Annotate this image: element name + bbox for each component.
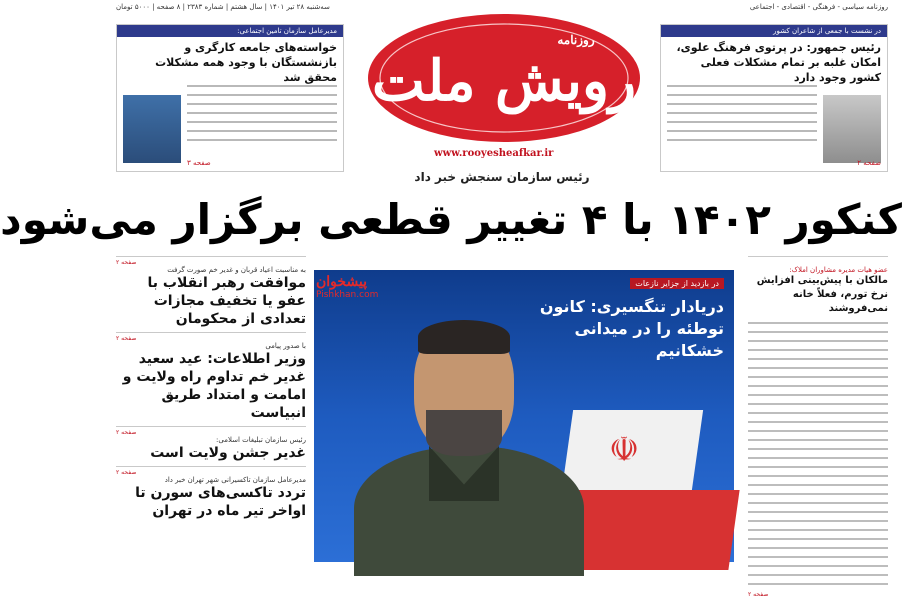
watermark-fa: پیشخوان: [316, 274, 368, 290]
left-story-3-title: غدیر جشن ولایت است: [150, 445, 306, 461]
right-feature-box[interactable]: [660, 24, 888, 172]
left-story-2-title: وزیر اطلاعات: عید سعید غدیر خم تداوم راه ولایت و امامت و امتداد طریق انبیاست: [122, 351, 306, 421]
photo-kicker: در بازدید از جزایر نازعات: [630, 278, 724, 289]
left-column: [116, 256, 306, 564]
right-column-page-ref: صفحه ۲: [748, 591, 769, 598]
right-box-kicker: در نشست با جمعی از شاعران کشور: [661, 25, 887, 37]
right-box-photo: [823, 95, 881, 163]
right-box-body-text: [667, 85, 817, 153]
right-box-title: رئیس جمهور: در پرتوی فرهنگ علوی، امکان غلبه بر تمام مشکلات فعلی کشور وجود دارد: [676, 41, 881, 84]
flag-emblem-icon: ☫: [608, 430, 640, 470]
left-story-4-page-ref: صفحه ۲: [116, 469, 137, 476]
left-story-1-page-ref: صفحه ۲: [116, 259, 137, 266]
left-story-3-kicker: رئیس سازمان تبلیغات اسلامی:: [216, 436, 306, 444]
left-story-4-kicker: مدیرعامل سازمان تاکسیرانی شهر تهران خبر داد: [164, 476, 306, 484]
right-column-story[interactable]: [748, 256, 888, 596]
issue-info: سه‌شنبه ۲۸ تیر ۱۴۰۱ | سال هشتم | شماره ۲۳۸۳ | ۸ صفحه | ۵۰۰۰ تومان: [116, 3, 330, 11]
left-box-title: خواسته‌های جامعه کارگری و بازنشستگان با وجود همه مشکلات محقق شد: [155, 41, 337, 84]
left-story-1-title: موافقت رهبر انقلاب با عفو یا تخفیف مجازات تعدادی از محکومان: [147, 275, 306, 327]
masthead: [364, 8, 644, 158]
left-story-2-kicker: با صدور پیامی: [265, 342, 306, 350]
right-column-body-text: [748, 322, 888, 585]
main-kicker: رئیس سازمان سنجش خبر داد: [414, 170, 590, 184]
paper-subtitle: روزنامه سیاسی - فرهنگی - اقتصادی - اجتماعی: [749, 3, 888, 11]
left-box-kicker: مدیرعامل سازمان تامین اجتماعی:: [117, 25, 343, 37]
left-story-3-page-ref: صفحه ۲: [116, 429, 137, 436]
lead-photo[interactable]: [314, 270, 734, 562]
left-story-4[interactable]: [116, 466, 306, 524]
right-box-page-ref: صفحه ۲: [857, 159, 881, 167]
right-column-title: مالکان با پیش‌بینی افزایش نرخ تورم، فعلاً خانه نمی‌فروشند: [756, 275, 888, 314]
officer-hair: [418, 320, 510, 354]
watermark-en: Pishkhan.com: [316, 290, 379, 300]
officer-uniform: [354, 446, 584, 576]
officer-beard: [426, 410, 502, 456]
photo-caption: دریادار تنگسیری: کانون توطئه را در میدانی خشکانیم: [539, 297, 724, 360]
left-story-3[interactable]: [116, 426, 306, 466]
left-story-2-page-ref: صفحه ۲: [116, 335, 137, 342]
masthead-logo: [364, 8, 644, 148]
main-headline[interactable]: کنکور ۱۴۰۲ با ۴ تغییر قطعی برگزار می‌شود: [0, 195, 902, 244]
pishkhan-watermark: [316, 274, 378, 300]
right-column[interactable]: [748, 256, 888, 598]
logo-small-text: روزنامه: [557, 33, 595, 47]
flag-red-stripe: [558, 490, 739, 570]
left-story-1[interactable]: [116, 256, 306, 332]
right-column-kicker: عضو هیات مدیره مشاوران املاک:: [789, 266, 888, 274]
website-url[interactable]: www.rooyesheafkar.ir: [434, 148, 554, 159]
left-feature-box[interactable]: [116, 24, 344, 172]
left-box-body-text: [187, 85, 337, 153]
left-box-page-ref: صفحه ۳: [187, 159, 211, 167]
left-story-1-kicker: به مناسبت اعیاد قربان و غدیر خم صورت گرفت: [167, 266, 306, 274]
left-box-photo: [123, 95, 181, 163]
left-story-2[interactable]: [116, 332, 306, 426]
left-story-4-title: تردد تاکسی‌های سورن تا اواخر تیر ماه در تهران: [135, 485, 306, 519]
logo-main-text: رویش ملت: [371, 48, 637, 114]
